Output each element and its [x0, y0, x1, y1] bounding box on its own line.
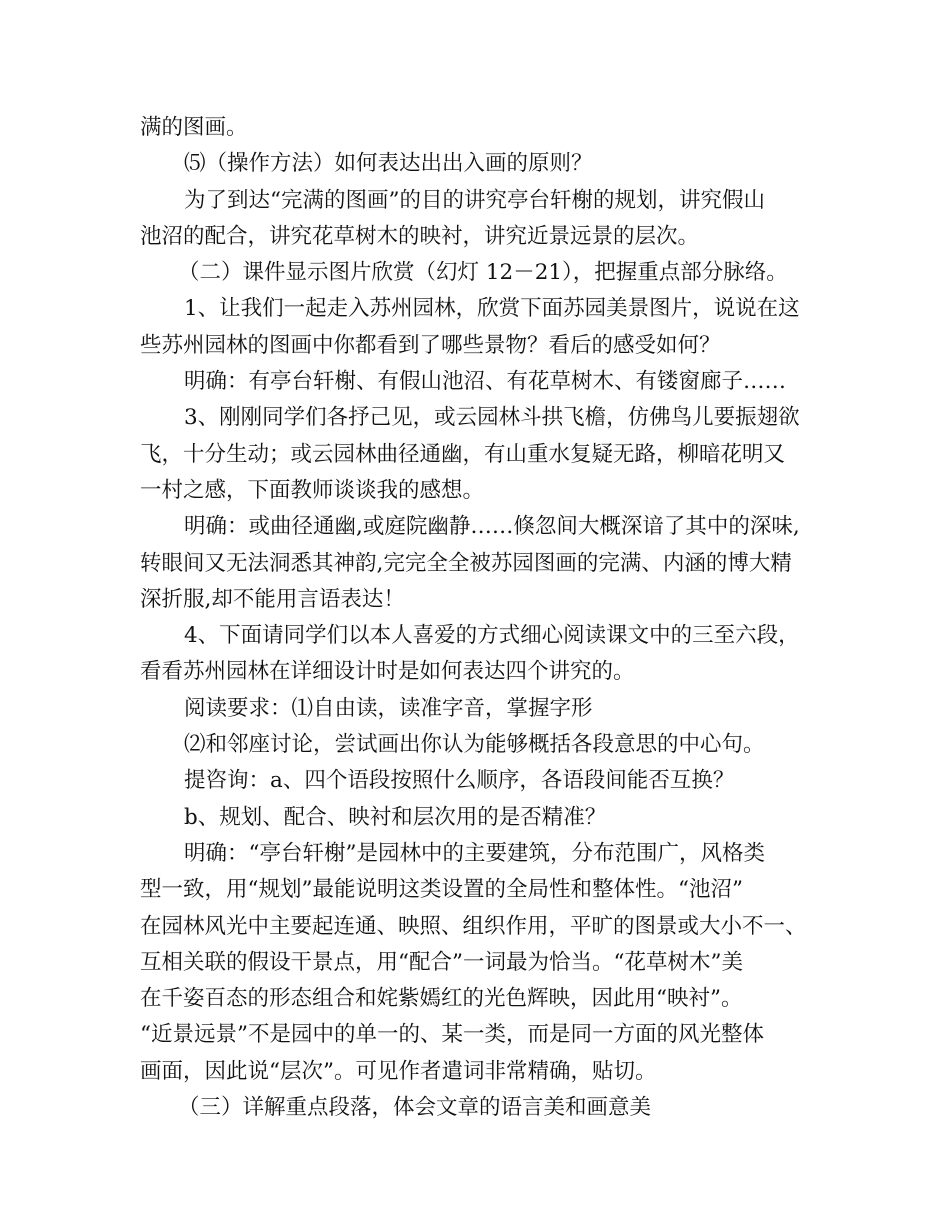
text-line: 在千姿百态的形态组合和姹紫嫣红的光色辉映，因此用“映衬”。: [140, 986, 743, 1012]
document-body: [140, 110, 820, 1126]
text-line: 看看苏州园林在详细设计时是如何表达四个讲究的。: [140, 659, 635, 685]
text-line: 一村之感，下面教师谈谈我的感想。: [140, 477, 485, 503]
text-line: 互相关联的假设干景点，用“配合”一词最为恰当。“花草树木”美: [140, 949, 743, 975]
text-line: 飞，十分生动；或云园林曲径通幽，有山重水复疑无路，柳暗花明又: [140, 441, 786, 467]
text-line: （二）课件显示图片欣赏（幻灯 12－21），把握重点部分脉络。: [178, 260, 788, 286]
text-line: 转眼间又无法洞悉其神韵,完完全全被苏园图画的完满、内涵的博大精: [140, 550, 792, 576]
text-line: 满的图画。: [140, 115, 248, 140]
text-line: 为了到达“完满的图画”的目的讲究亭台轩榭的规划，讲究假山: [184, 187, 765, 213]
text-line: 3、刚刚同学们各抒己见，或云园林斗拱飞檐，仿佛鸟儿要振翅欲: [184, 405, 800, 431]
text-line: 明确：有亭台轩榭、有假山池沼、有花草树木、有镂窗廊子……: [184, 369, 787, 395]
text-line: 明确：“亭台轩榭”是园林中的主要建筑，分布范围广，风格类: [184, 840, 765, 866]
text-line: 池沼的配合，讲究花草树木的映衬，讲究近景远景的层次。: [140, 223, 700, 249]
text-line: 明确：或曲径通幽,或庭院幽静……倏忽间大概深谙了其中的深味,: [184, 514, 800, 540]
text-line: 些苏州园林的图画中你都看到了哪些景物？看后的感受如何？: [140, 332, 721, 358]
text-line: （三）详解重点段落，体会文章的语言美和画意美: [178, 1095, 652, 1121]
text-line: 深折服,却不能用言语表达！: [140, 586, 405, 612]
text-line: 提咨询：a、四个语段按照什么顺序，各语段间能否互换？: [184, 768, 735, 794]
text-line: 1、让我们一起走入苏州园林，欣赏下面苏园美景图片，说说在这: [184, 296, 800, 322]
text-line: 画面，因此说“层次”。可见作者遣词非常精确，贴切。: [140, 1058, 657, 1084]
text-line: b、规划、配合、映衬和层次用的是否精准？: [184, 804, 607, 830]
text-line: 在园林风光中主要起连通、映照、组织作用，平旷的图景或大小不一、: [140, 913, 807, 939]
text-line: “近景远景”不是园中的单一的、某一类，而是同一方面的风光整体: [140, 1022, 764, 1048]
text-line: ⑸（操作方法）如何表达出出入画的原则？: [184, 151, 593, 177]
text-line: 型一致，用“规划”最能说明这类设置的全局性和整体性。“池沼”: [140, 877, 743, 903]
text-line: 阅读要求：⑴自由读，读准字音，掌握字形: [184, 695, 593, 721]
text-line: ⑵和邻座讨论，尝试画出你认为能够概括各段意思的中心句。: [184, 732, 765, 758]
text-line: 4、下面请同学们以本人喜爱的方式细心阅读课文中的三至六段，: [184, 623, 800, 649]
